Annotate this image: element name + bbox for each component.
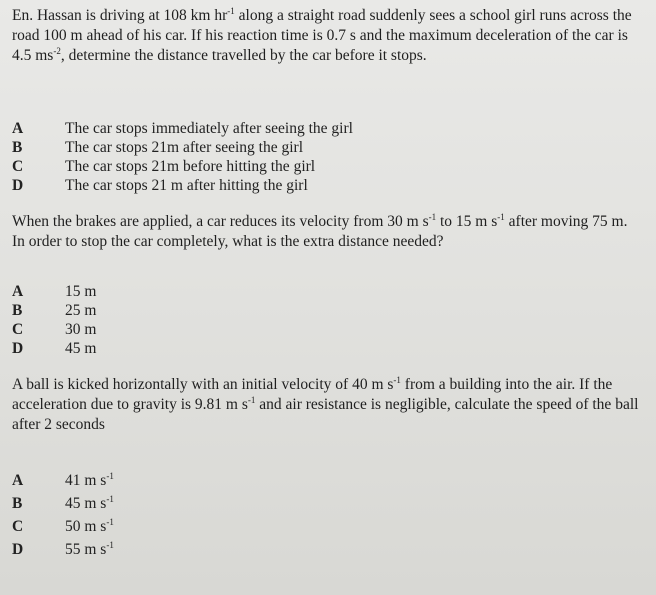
option-value — [65, 540, 114, 559]
option-letter: B — [12, 495, 23, 512]
option-text: 15 m — [65, 283, 97, 300]
question-2-text-part: to 15 m s — [436, 213, 498, 230]
option-letter: D — [12, 177, 24, 194]
option-a[interactable] — [12, 119, 353, 138]
option-c[interactable] — [12, 517, 114, 536]
option-letter: B — [12, 302, 23, 319]
question-2-text-part: after moving 75 m. In order to stop the car completely, what is the extra distance needed? — [12, 213, 628, 250]
option-value — [65, 517, 114, 536]
option-a[interactable] — [12, 471, 114, 490]
question-3-exponent: -1 — [247, 395, 256, 405]
option-value-text: 41 m s — [65, 472, 107, 489]
option-text: 45 m — [65, 340, 97, 357]
option-value-text: 55 m s — [65, 541, 107, 558]
question-1-text-part: En. Hassan is driving at 108 km hr — [12, 7, 228, 24]
option-letter: A — [12, 120, 24, 137]
option-unit-exponent: -1 — [106, 517, 114, 527]
question-2-options — [12, 282, 96, 358]
option-text: The car stops immediately after seeing the girl — [65, 120, 353, 137]
question-3-options — [12, 471, 114, 563]
option-text: 25 m — [65, 302, 97, 319]
option-letter: A — [12, 283, 24, 300]
question-3-text-part: A ball is kicked horizontally with an initial velocity of 40 m s — [12, 376, 394, 393]
option-d[interactable] — [12, 176, 353, 195]
option-letter: C — [12, 158, 24, 175]
option-b[interactable] — [12, 301, 96, 320]
question-3-text-part: and air resistance is negligible, calculate the speed of the ball after 2 seconds — [12, 396, 639, 433]
question-3-exponent: -1 — [393, 375, 401, 385]
option-value-text: 50 m s — [65, 518, 107, 535]
question-2-exponent: -1 — [497, 212, 505, 222]
option-text: The car stops 21 m after hitting the girl — [65, 177, 308, 194]
option-unit-exponent: -1 — [106, 494, 114, 504]
option-letter: C — [12, 321, 24, 338]
question-2-text — [12, 212, 644, 252]
option-letter: C — [12, 518, 24, 535]
option-text: The car stops 21m before hitting the girl — [65, 158, 316, 175]
question-1-text-part: , determine the distance travelled by the car before it stops. — [60, 47, 427, 64]
question-2-text-part: When the brakes are applied, a car reduces its velocity from 30 m s — [12, 213, 429, 230]
option-c[interactable] — [12, 320, 96, 339]
option-unit-exponent: -1 — [106, 471, 114, 481]
question-1-exponent: -1 — [227, 6, 235, 16]
option-value — [65, 494, 114, 513]
option-b[interactable] — [12, 494, 114, 513]
option-c[interactable] — [12, 157, 353, 176]
option-letter: D — [12, 340, 24, 357]
question-1-exponent: -2 — [53, 46, 61, 56]
option-a[interactable] — [12, 282, 96, 301]
option-letter: B — [12, 139, 23, 156]
option-text: 30 m — [65, 321, 97, 338]
question-2-exponent: -1 — [428, 212, 437, 222]
question-1-text-part: along a straight road suddenly sees a school girl runs across the road 100 m ahead of his car. If his reaction time is 0.7 s and the maximum deceleration of the car is 4.5 ms — [12, 7, 632, 64]
question-1-text — [12, 6, 644, 66]
question-1-options — [12, 119, 353, 195]
option-d[interactable] — [12, 339, 96, 358]
option-b[interactable] — [12, 138, 353, 157]
question-3-text-part: from a building into the air. If the acceleration due to gravity is 9.81 m s — [12, 376, 613, 413]
option-unit-exponent: -1 — [106, 540, 114, 550]
option-letter: A — [12, 472, 24, 489]
option-value-text: 45 m s — [65, 495, 107, 512]
option-d[interactable] — [12, 540, 114, 559]
option-letter: D — [12, 541, 24, 558]
question-3-text — [12, 375, 644, 435]
option-value — [65, 471, 114, 490]
option-text: The car stops 21m after seeing the girl — [65, 139, 304, 156]
